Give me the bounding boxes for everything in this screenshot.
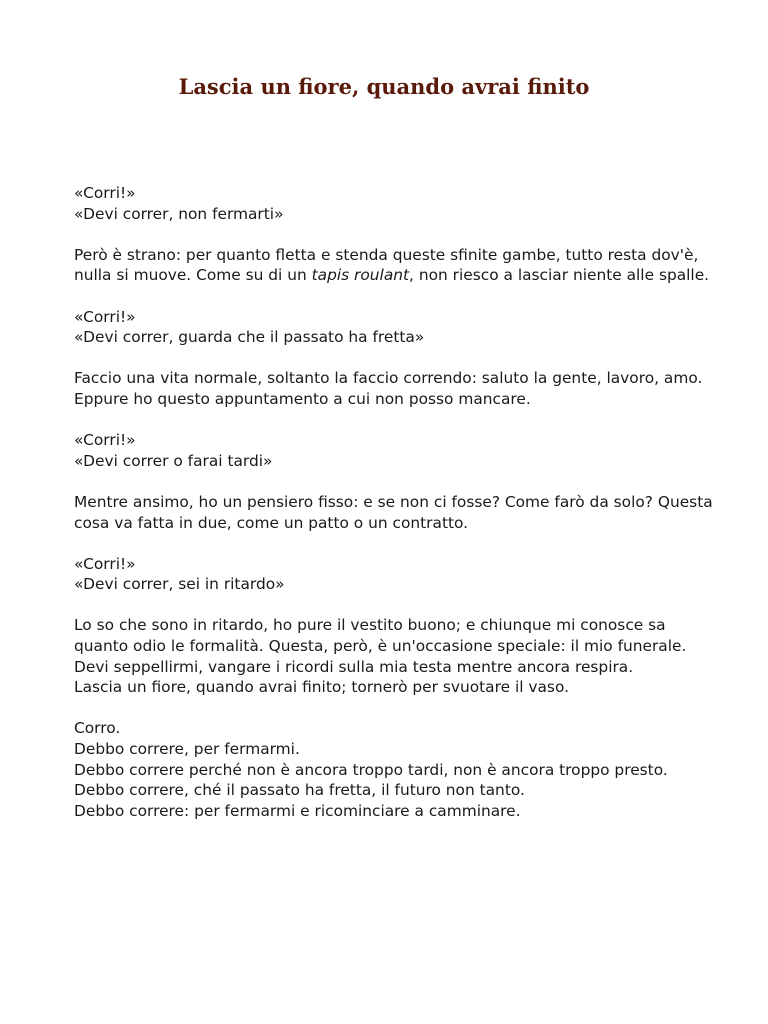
- text-line: Debbo correre: per fermarmi e ricominciare a camminare.: [74, 801, 521, 820]
- text-line: «Corri!»: [74, 184, 136, 202]
- text-line: Lascia un fiore, quando avrai finito; tornerò per svuotare il vaso.: [74, 678, 569, 697]
- text-segment: Però è strano: per quanto fletta e stenda queste sfinite gambe, tutto resta dov'è, nulla si muove. Come su di un: [74, 245, 699, 285]
- text-line: «Devi correr, sei in ritardo»: [74, 575, 285, 594]
- text-line: Faccio una vita normale, soltanto la faccio correndo: saluto la gente, lavoro, amo. Eppure ho questo appuntamento a cui non posso mancare.: [74, 369, 703, 408]
- text-line: «Devi correr, non fermarti»: [74, 204, 284, 223]
- text-segment: , non riesco a lasciar niente alle spalle.: [409, 266, 710, 285]
- document-body: [74, 183, 714, 842]
- text-line: Debbo correre, per fermarmi.: [74, 740, 300, 759]
- document-title: Lascia un fiore, quando avrai finito: [178, 74, 590, 99]
- paragraph-7: [74, 554, 714, 595]
- text-line: «Corri!»: [74, 431, 136, 450]
- paragraph-2: [74, 245, 714, 286]
- paragraph-4: [74, 368, 714, 409]
- text-line: «Devi correr o farai tardi»: [74, 451, 273, 470]
- text-line: «Devi correr, guarda che il passato ha fretta»: [74, 328, 425, 347]
- italic-text-segment: tapis roulant: [311, 266, 410, 285]
- text-line: Corro.: [74, 719, 121, 738]
- text-line: Mentre ansimo, ho un pensiero fisso: e se non ci fosse? Come farò da solo? Questa cosa va fatta in due, come un patto o un contratto.: [74, 492, 713, 532]
- text-line: «Corri!»: [74, 554, 136, 573]
- paragraph-3: [74, 307, 714, 348]
- paragraph-9: [74, 718, 714, 821]
- text-line: «Corri!»: [74, 307, 136, 326]
- paragraph-5: [74, 430, 714, 471]
- text-line: Debbo correre perché non è ancora troppo tardi, non è ancora troppo presto.: [74, 760, 668, 779]
- paragraph-1: [74, 183, 714, 224]
- paragraph-8: [74, 615, 714, 697]
- text-line: Lo so che sono in ritardo, ho pure il vestito buono; e chiunque mi conosce sa quanto odio le formalità. Questa, però, è un'occasione speciale: il mio funerale. Devi seppellirmi, vangare i ricordi sulla mia testa mentre ancora respira.: [74, 616, 687, 676]
- paragraph-6: [74, 492, 714, 533]
- text-line: Debbo correre, ché il passato ha fretta, il futuro non tanto.: [74, 781, 525, 800]
